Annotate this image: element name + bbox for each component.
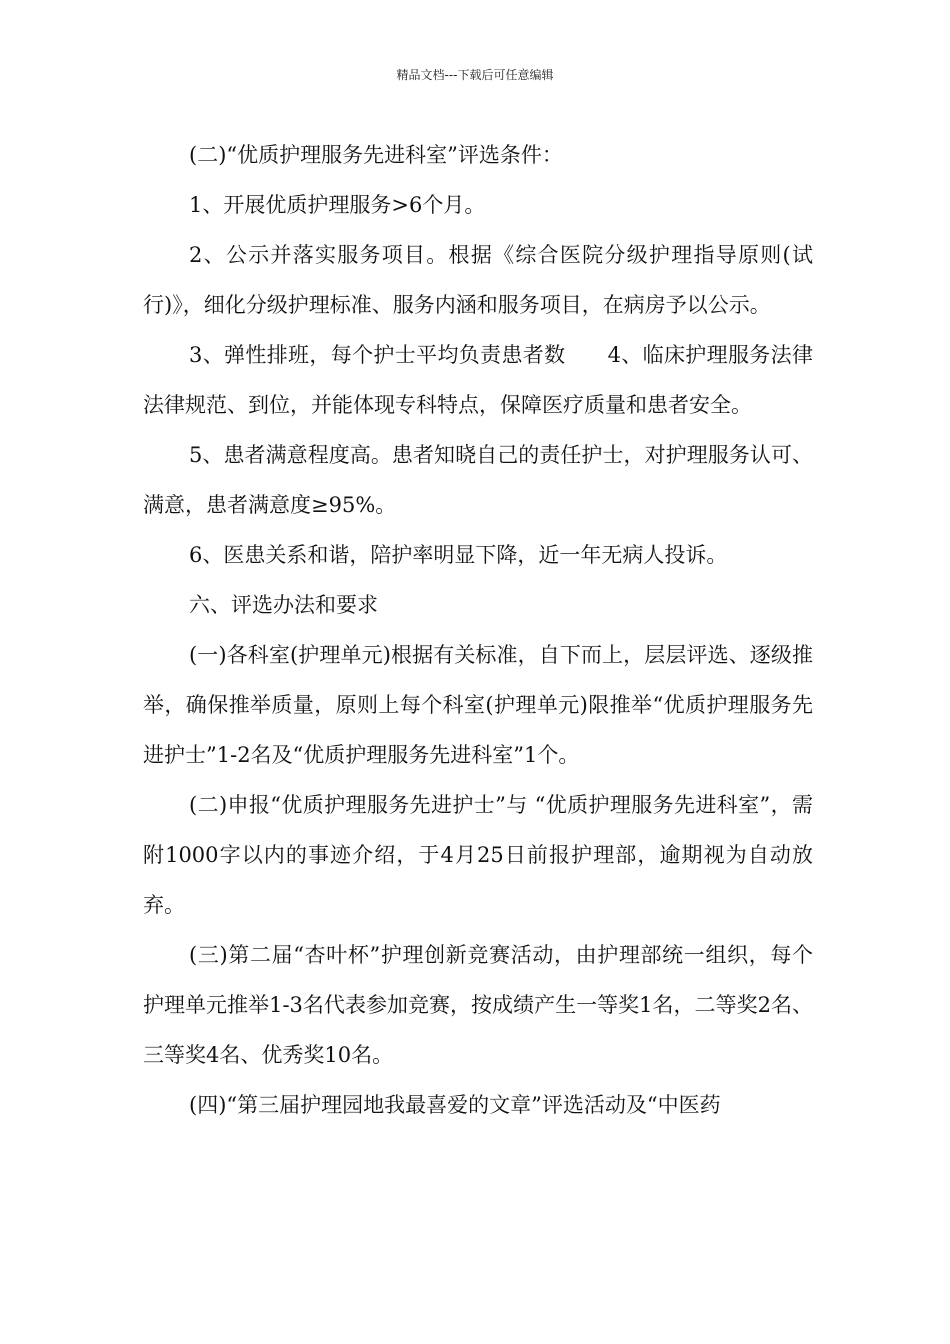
paragraph: (三)第二届“杏叶杯”护理创新竞赛活动，由护理部统一组织，每个护理单元推举1-3名代表参加竞赛，按成绩产生一等奖1名，二等奖2名、三等奖4名、优秀奖10名。 xyxy=(143,943,813,1067)
document-body xyxy=(143,130,813,1130)
paragraph: 2、公示并落实服务项目。根据《综合医院分级护理指导原则(试行)》，细化分级护理标准、服务内涵和服务项目，在病房予以公示。 xyxy=(143,243,813,317)
paragraph: 1、开展优质护理服务>6个月。 xyxy=(189,193,486,217)
paragraph: (四)“第三届护理园地我最喜爱的文章”评选活动及“中医药 xyxy=(189,1093,721,1117)
paragraph: 5、患者满意程度高。患者知晓自己的责任护士，对护理服务认可、满意，患者满意度≥95%。 xyxy=(143,443,813,517)
paragraph: (二)“优质护理服务先进科室”评选条件： xyxy=(189,143,563,167)
paragraph: (一)各科室(护理单元)根据有关标准，自下而上，层层评选、逐级推举，确保推举质量，原则上每个科室(护理单元)限推举“优质护理服务先进护士”1-2名及“优质护理服务先进科室”1个。 xyxy=(143,643,813,767)
section-heading: 六、评选办法和要求 xyxy=(189,593,378,617)
paragraph: 6、医患关系和谐，陪护率明显下降，近一年无病人投诉。 xyxy=(189,543,728,567)
page-header: 精品文档---下载后可任意编辑 xyxy=(396,68,554,82)
paragraph: 3、弹性排班，每个护士平均负责患者数 4、临床护理服务法律法律规范、到位，并能体现专科特点，保障医疗质量和患者安全。 xyxy=(143,343,813,417)
paragraph: (二)申报“优质护理服务先进护士”与 “优质护理服务先进科室”，需附1000字以内的事迹介绍，于4月25日前报护理部，逾期视为自动放弃。 xyxy=(143,793,813,917)
